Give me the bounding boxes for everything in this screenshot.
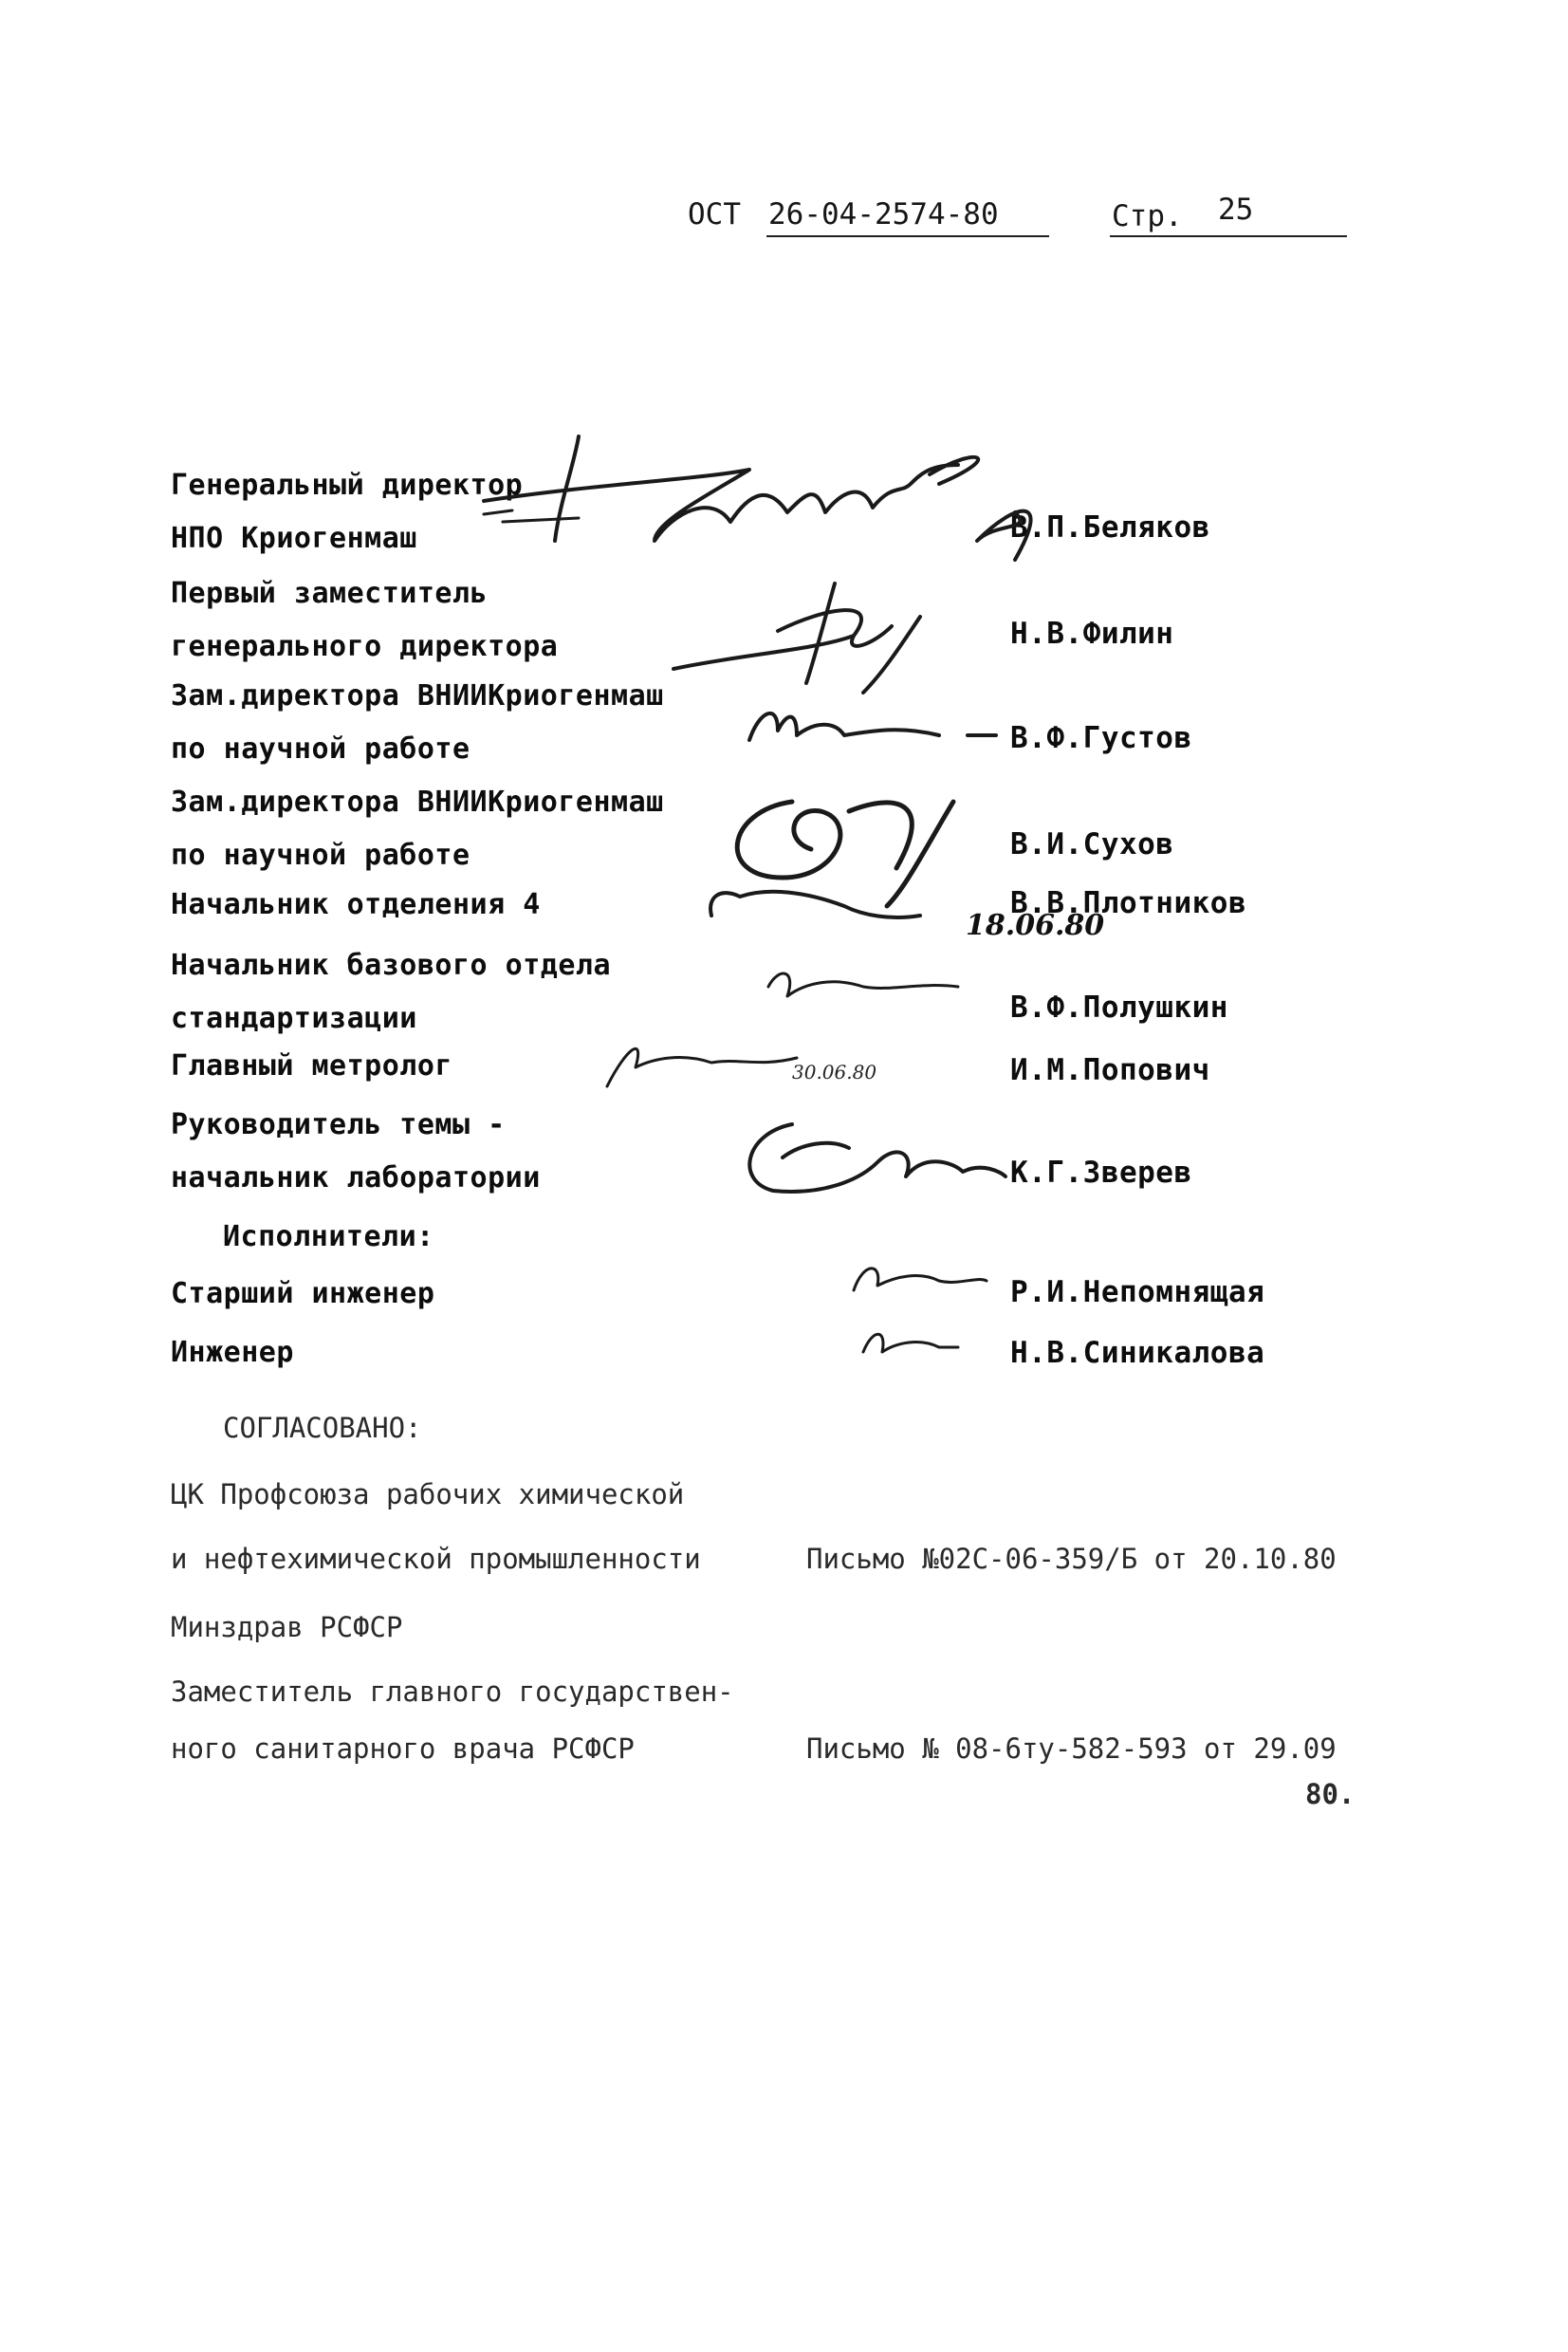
signatory-3-role: Зам.директора ВНИИКриогенмаш по научной работе (171, 679, 664, 766)
signatory-3-name: В.Ф.Густов (1010, 721, 1192, 755)
signatory-7-name: И.М.Попович (1010, 1053, 1210, 1087)
date-popovich: 30.06.80 (792, 1061, 877, 1083)
agreed-org1-letter: Письмо №02С-06-359/Б от 20.10.80 (806, 1543, 1337, 1575)
signatory-5-role: Начальник отделения 4 (171, 888, 541, 921)
agreed-org2-line3: ного санитарного врача РСФСР (171, 1732, 635, 1765)
signature-belyakov (484, 427, 1015, 579)
signatory-4-name: В.И.Сухов (1010, 827, 1174, 861)
signatory-2-name: Н.В.Филин (1010, 617, 1174, 651)
date-plotnikov: 18.06.80 (966, 909, 1105, 942)
agreed-org1-line1: ЦК Профсоюза рабочих химической (171, 1478, 685, 1510)
executor-2-role: Инженер (171, 1336, 294, 1369)
page-number-underline (1110, 235, 1347, 237)
page-label: Стр. (1112, 199, 1183, 233)
signatory-8-role: Руководитель темы - начальник лаборатории (171, 1108, 541, 1195)
signatory-1-role: Генеральный директор НПО Криогенмаш (171, 469, 524, 555)
signatory-6-role: Начальник базового отдела стандартизации (171, 949, 612, 1035)
standard-number: 26-04-2574-80 (768, 197, 999, 231)
executor-2-name: Н.В.Синикалова (1010, 1336, 1265, 1370)
standard-number-underline (766, 235, 1049, 237)
standard-label: ОСТ (688, 197, 741, 231)
signatory-7-role: Главный метролог (171, 1049, 452, 1083)
signature-filin (664, 579, 977, 693)
signatory-2-role: Первый заместитель генерального директора (171, 577, 559, 663)
agreed-org1-line2: и нефтехимической промышленности (171, 1543, 701, 1575)
agreed-org2-line2: Заместитель главного государствен- (171, 1676, 734, 1708)
agreed-heading: СОГЛАСОВАНО: (223, 1412, 422, 1444)
signature-sinikalova (854, 1319, 968, 1371)
agreed-org2-line1: Минздрав РСФСР (171, 1611, 403, 1643)
executors-heading: Исполнители: (223, 1220, 434, 1253)
signature-polushkin (759, 958, 977, 1015)
executor-1-name: Р.И.Непомнящая (1010, 1275, 1265, 1309)
agreed-org2-letter: Письмо № 08-6ту-582-593 от 29.09 (806, 1732, 1337, 1765)
signatory-5-name: В.В.Плотников (1010, 886, 1247, 920)
signatory-6-name: В.Ф.Полушкин (1010, 991, 1228, 1025)
signature-nepomnyashchaya (844, 1252, 996, 1305)
signature-zverev (735, 1105, 1015, 1210)
page-number: 25 (1218, 193, 1254, 227)
executor-1-role: Старший инженер (171, 1277, 435, 1310)
signatory-4-role: Зам.директора ВНИИКриогенмаш по научной работе (171, 786, 664, 872)
signatory-1-name: В.П.Беляков (1010, 510, 1210, 545)
signature-gustov (740, 693, 1015, 759)
agreed-org2-year: 80. (1305, 1778, 1356, 1810)
signatory-8-name: К.Г.Зверев (1010, 1156, 1192, 1190)
